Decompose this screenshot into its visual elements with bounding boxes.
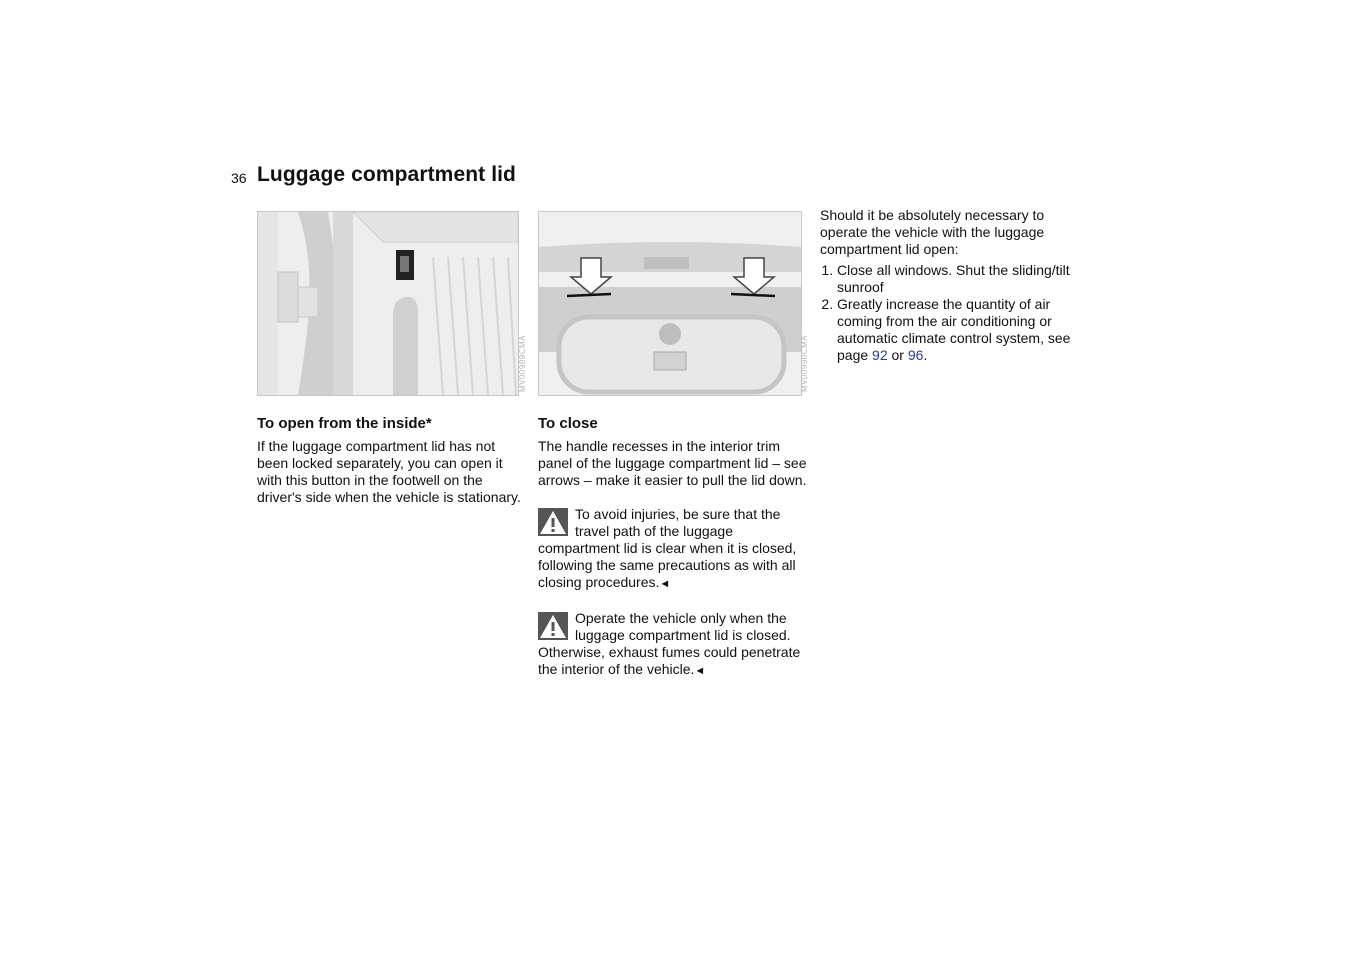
warning-text: Operate the vehicle only when the luggage compartment lid is closed. Otherwise, exhaust fumes could penetrate the interior of the vehicle. xyxy=(538,610,801,677)
end-mark-icon: ◄ xyxy=(659,578,671,590)
figure-code: MV00989CMA xyxy=(518,335,527,393)
warning-triangle-icon xyxy=(538,612,568,640)
page-link-92[interactable]: 92 xyxy=(872,347,888,363)
section-to-close xyxy=(538,415,808,680)
footwell-illustration xyxy=(258,212,518,395)
step-text: . xyxy=(923,347,928,363)
figure-footwell-button xyxy=(257,211,519,396)
figure-code: MV00990CMA xyxy=(800,335,809,393)
section-open-from-inside xyxy=(257,415,527,506)
page-number: 36 xyxy=(231,170,247,186)
step-text: or xyxy=(887,347,908,363)
page-title: Luggage compartment lid xyxy=(257,163,516,186)
section-heading: To close xyxy=(538,415,598,432)
warning-text: To avoid injuries, be sure that the travel path of the luggage compartment lid is clear when it is closed, following the same precautions as with all closing procedures. xyxy=(538,506,797,590)
step-text: Close all windows. Shut the sliding/tilt sunroof xyxy=(837,262,1070,295)
page-link-96[interactable]: 96 xyxy=(907,347,924,363)
section-driving-with-lid-open xyxy=(820,207,1085,364)
intro-text: Should it be absolutely necessary to operate the vehicle with the luggage compartment lid open: xyxy=(820,207,1045,257)
warning-note xyxy=(538,610,808,680)
list-item xyxy=(837,262,1085,296)
section-heading: To open from the inside* xyxy=(257,415,432,432)
step-text: Greatly increase the quantity of air coming from the air conditioning or automatic climate control system, see page xyxy=(837,296,1071,363)
section-body: If the luggage compartment lid has not been locked separately, you can open it with this button in the footwell on the driver's side when the vehicle is stationary. xyxy=(257,438,521,505)
list-item xyxy=(837,296,1085,364)
warning-triangle-icon xyxy=(538,508,568,536)
warning-note xyxy=(538,506,808,593)
figure-luggage-lid xyxy=(538,211,802,396)
steps-list xyxy=(820,262,1085,364)
section-body: The handle recesses in the interior trim panel of the luggage compartment lid – see arrows – make it easier to pull the lid down. xyxy=(538,438,807,488)
end-mark-icon: ◄ xyxy=(694,665,706,677)
luggage-lid-illustration xyxy=(539,212,801,395)
